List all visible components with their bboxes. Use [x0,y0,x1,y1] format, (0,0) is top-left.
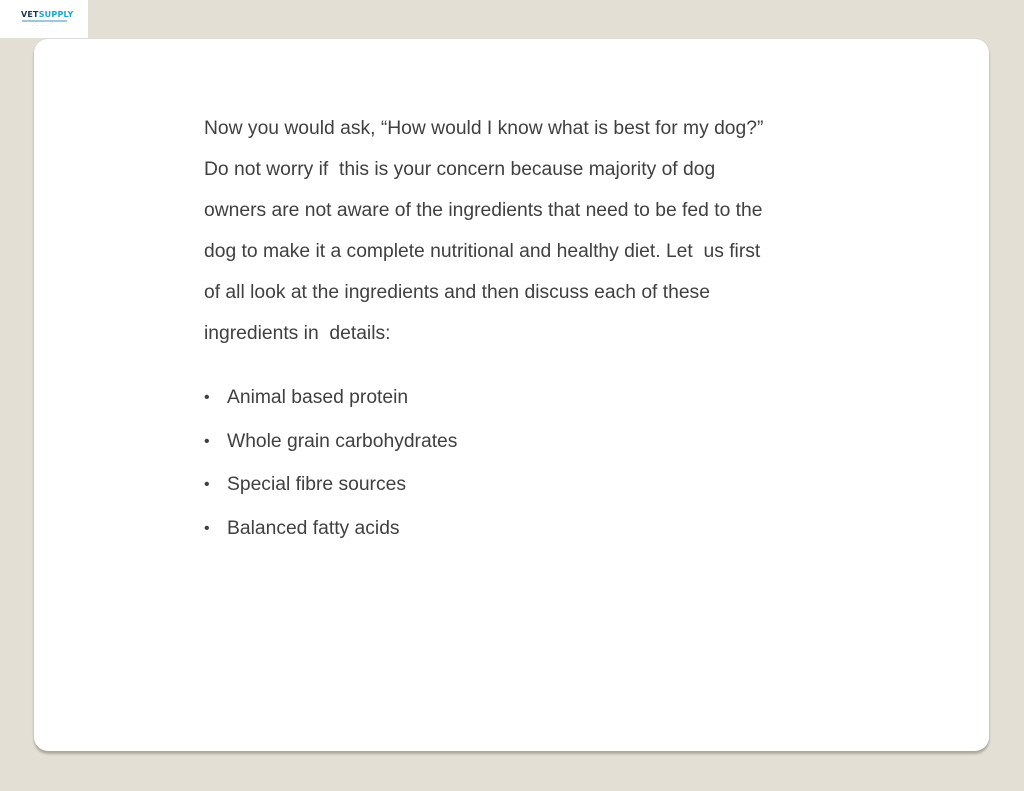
paragraph-line: Now you would ask, “How would I know what is best for my dog?” [204,118,764,139]
list-item-label: Animal based protein [227,387,409,408]
list-item-label: Balanced fatty acids [227,517,400,539]
bullet-icon: • [204,476,210,493]
vetsupply-logo[interactable] [0,0,88,38]
logo-tagline-marks: · · · · [32,23,50,29]
list-item [204,507,844,551]
slide-content [204,108,844,550]
list-item [204,376,844,420]
bullet-icon: • [204,519,210,537]
intro-paragraph [204,108,844,354]
logo-tagline-bar [22,20,67,22]
bullet-icon: • [204,389,210,406]
paragraph-line: of all look at the ingredients and then discuss each of these [204,282,710,303]
paragraph-line: owners are not aware of the ingredients that need to be fed to the [204,200,763,221]
list-item-label: Whole grain carbohydrates [227,430,458,452]
paragraph-line: ingredients in details: [204,323,391,344]
list-item [204,420,844,464]
ingredient-list [204,376,844,550]
list-item-label: Special fibre sources [227,474,406,495]
paragraph-line: Do not worry if this is your concern because majority of dog [204,159,716,180]
logo-wordmark [21,11,74,19]
logo-vet-text: VET [21,10,39,19]
bullet-icon: • [204,432,210,450]
paragraph-line: dog to make it a complete nutritional and healthy diet. Let us first [204,241,761,262]
logo-supply-text: SUPPLY [38,10,74,19]
list-item [204,463,844,507]
